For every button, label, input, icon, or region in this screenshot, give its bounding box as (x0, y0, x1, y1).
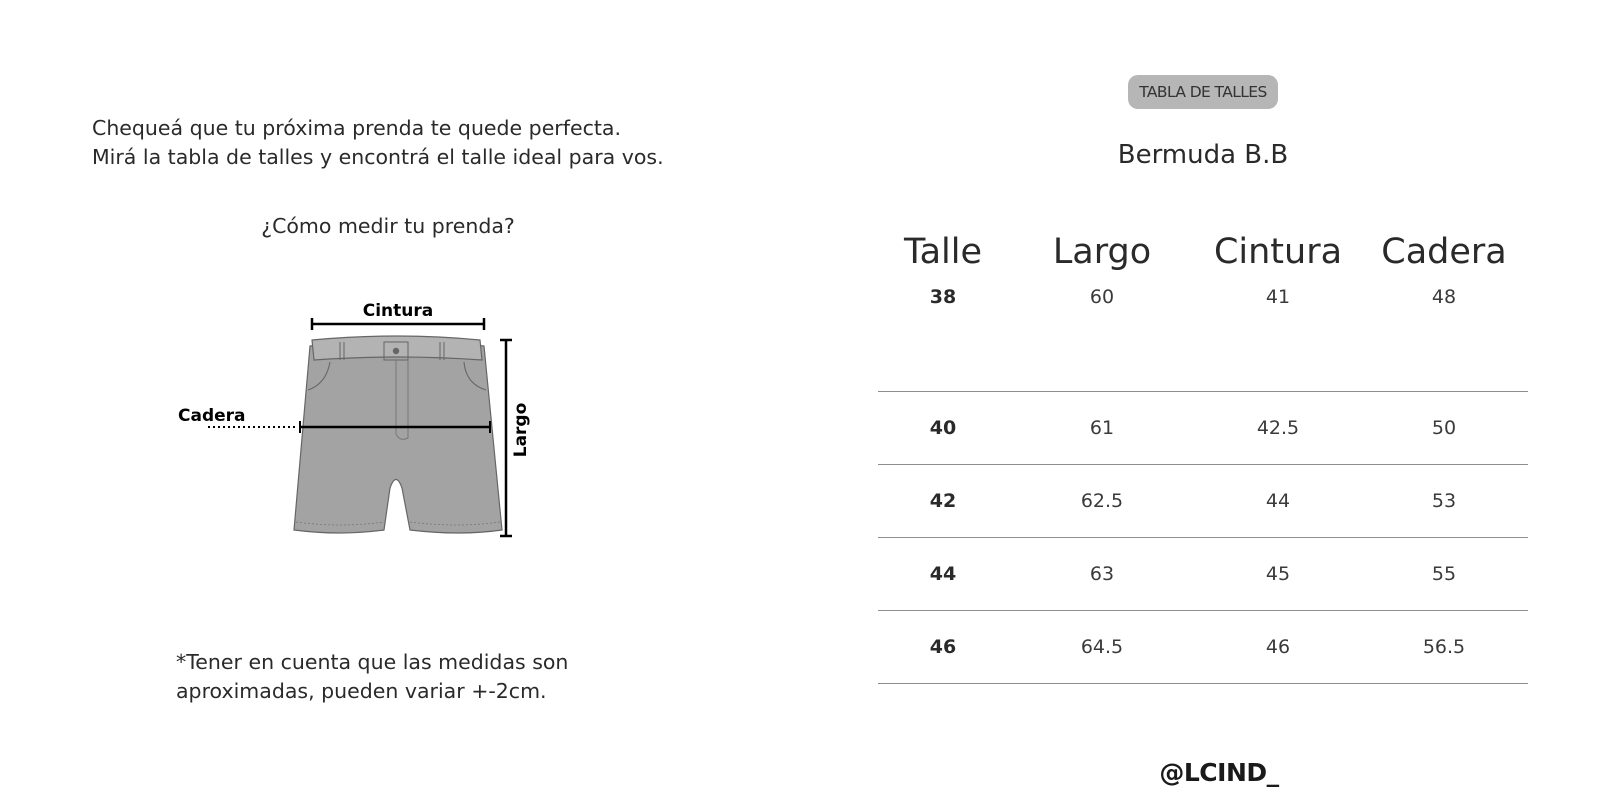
table-row (878, 611, 1528, 684)
cell-talle: 42 (929, 490, 957, 512)
cell-cadera: 56.5 (1422, 636, 1466, 658)
cell-largo: 61 (1089, 417, 1115, 439)
header-talle: Talle (903, 232, 982, 272)
product-title: Bermuda B.B (1117, 140, 1289, 170)
table-header-row (878, 228, 1528, 276)
cell-cintura: 46 (1265, 636, 1291, 658)
how-to-measure-heading: ¿Cómo medir tu prenda? (261, 214, 515, 238)
size-table-badge: TABLA DE TALLES (1128, 75, 1278, 109)
cell-largo: 60 (1089, 286, 1115, 308)
table-row (878, 465, 1528, 538)
shorts-icon (294, 336, 502, 533)
cell-cadera: 55 (1431, 563, 1457, 585)
intro-line-2: Mirá la tabla de talles y encontrá el talle ideal para vos. (92, 145, 664, 169)
cell-talle: 40 (929, 417, 957, 439)
diagram-label-largo: Largo (511, 402, 531, 458)
cell-cadera: 48 (1431, 286, 1457, 308)
diagram-label-cintura: Cintura (362, 301, 434, 321)
diagram-label-cadera: Cadera (178, 406, 246, 426)
intro-text (92, 114, 664, 172)
cell-talle: 46 (929, 636, 957, 658)
header-cintura: Cintura (1213, 232, 1343, 272)
shorts-measurement-diagram (170, 296, 540, 548)
note-line-2: aproximadas, pueden variar +-2cm. (176, 679, 547, 703)
table-row (878, 538, 1528, 611)
note-line-1: *Tener en cuenta que las medidas son (176, 650, 569, 674)
size-table (878, 228, 1528, 684)
brand-handle: @LCIND_ (1159, 758, 1279, 787)
header-cadera: Cadera (1381, 232, 1507, 272)
cell-cintura: 45 (1265, 563, 1291, 585)
cell-cadera: 53 (1431, 490, 1457, 512)
cell-talle: 38 (929, 286, 957, 308)
cell-largo: 64.5 (1080, 636, 1124, 658)
table-row (878, 392, 1528, 465)
cell-talle: 44 (929, 563, 957, 585)
cell-cintura: 41 (1265, 286, 1291, 308)
measurement-note (176, 648, 568, 706)
header-largo: Largo (1052, 232, 1152, 272)
cell-largo: 63 (1089, 563, 1115, 585)
table-row (878, 276, 1528, 392)
cell-cintura: 42.5 (1256, 417, 1300, 439)
cell-cadera: 50 (1431, 417, 1457, 439)
cell-largo: 62.5 (1080, 490, 1124, 512)
intro-line-1: Chequeá que tu próxima prenda te quede perfecta. (92, 116, 621, 140)
cell-cintura: 44 (1265, 490, 1291, 512)
